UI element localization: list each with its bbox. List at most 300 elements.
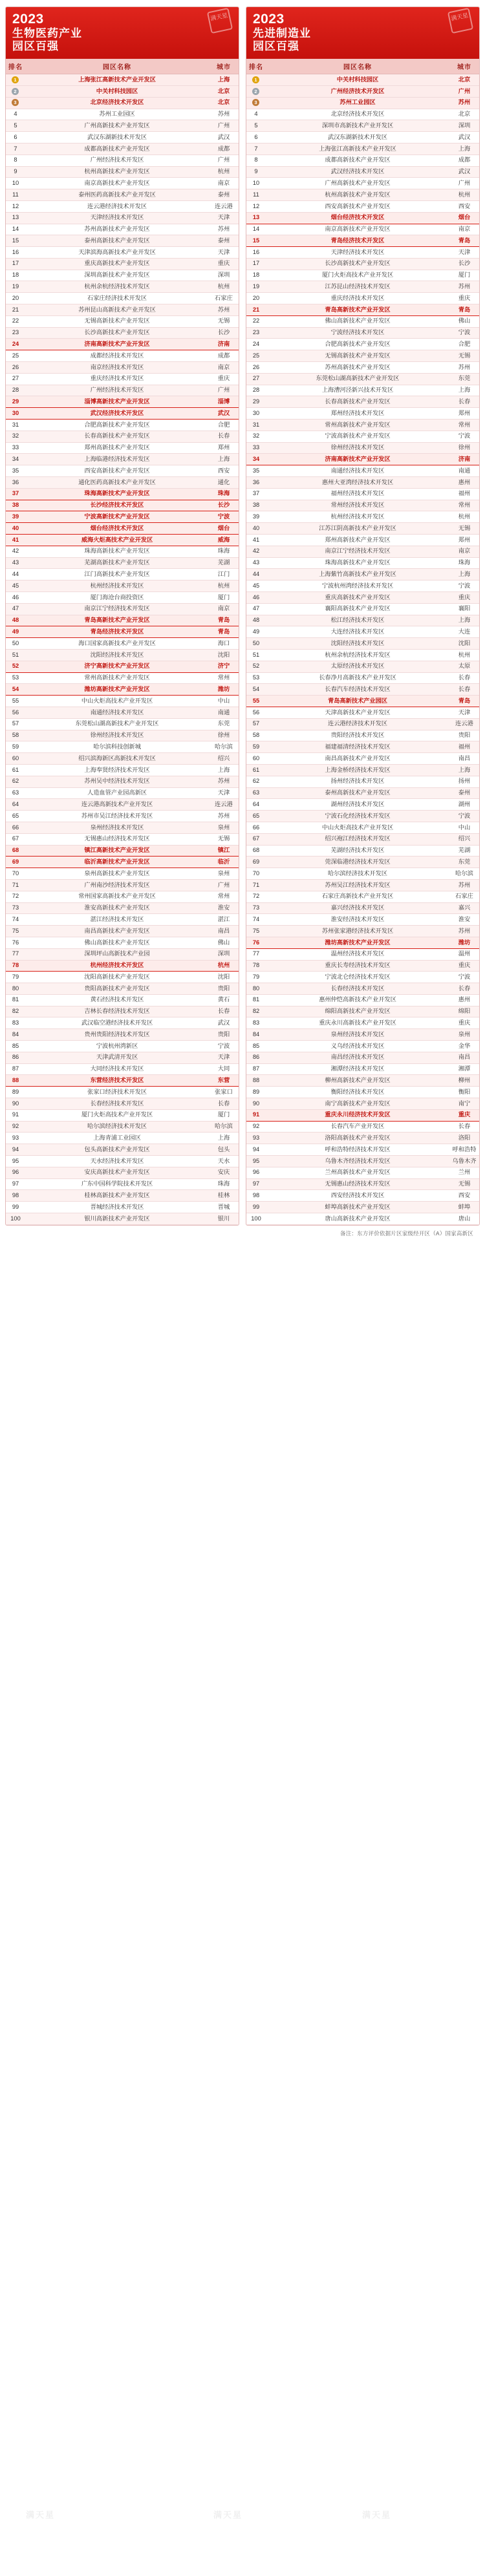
cell-rank: 72	[6, 891, 25, 902]
cell-park-name: 西安高新技术产业开发区	[266, 200, 449, 212]
cell-rank: 100	[246, 1213, 266, 1225]
table-row	[246, 373, 479, 385]
cell-park-name: 衡阳经济技术开发区	[266, 1087, 449, 1098]
table-row	[6, 154, 239, 166]
cell-city: 绍兴	[209, 753, 239, 765]
cell-city: 无锡	[209, 833, 239, 845]
cell-rank: 14	[246, 224, 266, 235]
cell-city: 青岛	[209, 626, 239, 638]
cell-city: 宁波	[449, 431, 479, 442]
table-row	[246, 247, 479, 259]
cell-park-name: 宁波杭州湾经济技术开发区	[266, 580, 449, 592]
cell-rank: 91	[246, 1109, 266, 1121]
cell-rank: 65	[246, 811, 266, 822]
cell-city: 淄博	[209, 396, 239, 408]
cell-rank: 23	[6, 327, 25, 339]
cell-rank: 64	[6, 799, 25, 811]
cell-rank: 48	[246, 615, 266, 626]
col-header-rank: 排名	[6, 59, 25, 74]
cell-park-name: 广州高新技术产业开发区	[266, 178, 449, 189]
table-row	[6, 1098, 239, 1110]
cell-rank: 90	[6, 1098, 25, 1110]
cell-city: 成都	[449, 154, 479, 166]
cell-city: 中山	[209, 696, 239, 707]
cell-city: 天津	[449, 247, 479, 259]
cell-park-name: 潍坊高新技术产业开发区	[25, 684, 209, 696]
cell-rank: 41	[246, 535, 266, 546]
medal-icon: 1	[12, 76, 19, 83]
cell-rank: 37	[246, 488, 266, 500]
cell-park-name: 南京经济技术开发区	[25, 362, 209, 374]
cell-rank: 42	[246, 546, 266, 557]
cell-park-name: 嘉兴经济技术开发区	[266, 902, 449, 914]
cell-park-name: 深圳市高新技术产业开发区	[266, 120, 449, 132]
cell-rank: 37	[6, 488, 25, 500]
cell-city: 哈尔滨	[449, 868, 479, 880]
cell-rank: 6	[6, 132, 25, 144]
table-row	[6, 408, 239, 420]
table-row	[6, 373, 239, 385]
cell-park-name: 长春经济技术开发区	[25, 1098, 209, 1110]
cell-rank: 93	[246, 1133, 266, 1144]
cell-rank: 75	[6, 926, 25, 937]
cell-city: 哈尔滨	[209, 1121, 239, 1133]
cell-park-name: 青岛经济技术开发区	[266, 235, 449, 247]
cell-park-name: 合肥高新技术产业开发区	[25, 420, 209, 431]
cell-city: 威海	[209, 535, 239, 546]
cell-city: 重庆	[449, 960, 479, 972]
cell-city: 广州	[209, 154, 239, 166]
cell-park-name: 广州经济技术开发区	[25, 154, 209, 166]
table-row	[246, 1202, 479, 1213]
cell-city: 苏州	[209, 304, 239, 316]
cell-rank: 8	[246, 154, 266, 166]
table-row	[6, 937, 239, 948]
stamp-icon: 满天星	[205, 10, 235, 39]
cell-park-name: 哈尔滨经济技术开发区	[25, 1121, 209, 1133]
cell-city: 苏州	[209, 811, 239, 822]
cell-city: 深圳	[449, 120, 479, 132]
cell-city: 无锡	[449, 1178, 479, 1190]
cell-city: 广州	[209, 120, 239, 132]
cell-park-name: 海口国家高新技术产业开发区	[25, 638, 209, 650]
table-row	[246, 569, 479, 580]
table-row	[246, 258, 479, 270]
cell-rank: 15	[246, 235, 266, 247]
medal-icon: 3	[12, 99, 19, 106]
cell-park-name: 湘潭经济技术开发区	[266, 1063, 449, 1075]
watermark: 满天星	[26, 2510, 56, 2520]
table-row	[246, 787, 479, 799]
table-row	[6, 926, 239, 937]
cell-park-name: 上海漕河泾新兴技术开发区	[266, 385, 449, 396]
table-row	[246, 454, 479, 465]
table-row	[246, 684, 479, 696]
cell-rank: 34	[6, 454, 25, 465]
cell-city: 镇江	[209, 845, 239, 857]
cell-city: 郑州	[449, 408, 479, 420]
table-row	[246, 350, 479, 362]
cell-city: 天津	[449, 707, 479, 718]
cell-rank: 6	[246, 132, 266, 144]
table-row	[246, 649, 479, 661]
cell-park-name: 江苏昆山经济技术开发区	[266, 281, 449, 293]
table-row	[6, 592, 239, 604]
cell-city: 广州	[449, 178, 479, 189]
table-row	[246, 315, 479, 327]
footnote: 备注：东方评价依据片区家级经开区（A）国家高新区	[340, 1229, 473, 1237]
cell-city: 大连	[449, 626, 479, 638]
cell-park-name: 济南高新技术产业开发区	[25, 339, 209, 350]
cell-rank: 63	[6, 787, 25, 799]
table-row	[246, 200, 479, 212]
cell-city: 长春	[449, 983, 479, 995]
cell-rank: 87	[6, 1063, 25, 1075]
cell-city: 湖州	[449, 799, 479, 811]
cell-park-name: 柳州高新技术产业开发区	[266, 1075, 449, 1087]
cell-city: 杭州	[209, 281, 239, 293]
cell-city: 北京	[449, 74, 479, 86]
cell-rank: 14	[6, 224, 25, 235]
ranking-table-biomedicine	[6, 59, 239, 1225]
cell-city: 贵阳	[209, 1029, 239, 1041]
cell-park-name: 银川高新技术产业开发区	[25, 1213, 209, 1225]
cell-rank: 64	[246, 799, 266, 811]
table-row	[6, 477, 239, 489]
cell-city: 成都	[209, 143, 239, 154]
cell-park-name: 青岛高新技术产业开发区	[266, 304, 449, 316]
table-row	[246, 535, 479, 546]
table-row	[6, 339, 239, 350]
table-row	[6, 511, 239, 523]
cell-rank: 16	[6, 247, 25, 259]
cell-city: 上海	[449, 764, 479, 776]
cell-rank: 54	[246, 684, 266, 696]
watermark: 满天星	[213, 2510, 243, 2520]
table-row	[246, 926, 479, 937]
table-row	[6, 891, 239, 902]
cell-rank: 40	[6, 523, 25, 535]
table-row	[6, 730, 239, 741]
cell-city: 厦门	[449, 270, 479, 281]
cell-city: 南宁	[449, 1098, 479, 1110]
cell-city: 潍坊	[449, 937, 479, 948]
cell-city: 郑州	[209, 442, 239, 454]
cell-park-name: 苏州高新技术产业开发区	[25, 224, 209, 235]
cell-city: 烟台	[449, 212, 479, 224]
table-row	[6, 1213, 239, 1225]
table-row	[6, 879, 239, 891]
cell-city: 徐州	[209, 730, 239, 741]
cell-park-name: 济宁高新技术产业开发区	[25, 661, 209, 672]
table-row	[246, 914, 479, 926]
cell-rank: 67	[246, 833, 266, 845]
cell-park-name: 烟台经济技术开发区	[266, 212, 449, 224]
table-row	[246, 868, 479, 880]
table-row	[246, 580, 479, 592]
cell-city: 临沂	[209, 857, 239, 868]
cell-rank: 26	[6, 362, 25, 374]
table-row	[6, 914, 239, 926]
table-row	[246, 212, 479, 224]
table-row	[246, 811, 479, 822]
watermark: 满天星	[362, 2510, 392, 2520]
cell-park-name: 上海张江高新技术产业开发区	[266, 143, 449, 154]
cell-rank: 29	[6, 396, 25, 408]
table-row	[6, 385, 239, 396]
cell-park-name: 镇江高新技术产业开发区	[25, 845, 209, 857]
table-row	[246, 1190, 479, 1202]
cell-rank: 31	[246, 420, 266, 431]
table-row	[246, 741, 479, 753]
cell-city: 长春	[209, 1098, 239, 1110]
cell-rank: 86	[246, 1052, 266, 1063]
cell-rank: 92	[246, 1121, 266, 1133]
cell-park-name: 徐州经济技术开发区	[25, 730, 209, 741]
cell-city: 南昌	[209, 926, 239, 937]
cell-park-name: 南昌高新技术产业开发区	[25, 926, 209, 937]
table-row	[6, 247, 239, 259]
table-row	[6, 1202, 239, 1213]
cell-park-name: 广州南沙经济技术开发区	[25, 879, 209, 891]
cell-rank: 11	[246, 189, 266, 201]
cell-city: 杭州	[449, 649, 479, 661]
cell-rank: 7	[6, 143, 25, 154]
cell-city: 福州	[449, 741, 479, 753]
cell-park-name: 常州高新技术产业开发区	[25, 672, 209, 684]
cell-city: 中山	[449, 822, 479, 833]
cell-rank: 9	[6, 166, 25, 178]
cell-park-name: 南通经济技术开发区	[266, 465, 449, 477]
table-row	[6, 97, 239, 109]
table-row	[6, 787, 239, 799]
cell-city: 呼和浩特	[449, 1144, 479, 1156]
cell-city: 淮安	[209, 902, 239, 914]
cell-city: 郑州	[449, 535, 479, 546]
cell-rank: 60	[6, 753, 25, 765]
col-header-rank: 排名	[246, 59, 266, 74]
table-row	[6, 1006, 239, 1017]
table-row	[6, 983, 239, 995]
cell-rank: 45	[246, 580, 266, 592]
cell-rank: 74	[6, 914, 25, 926]
table-row	[6, 1144, 239, 1156]
cell-park-name: 洛阳高新技术产业开发区	[266, 1133, 449, 1144]
cell-city: 南昌	[449, 1052, 479, 1063]
cell-park-name: 呼和浩特经济技术开发区	[266, 1144, 449, 1156]
table-row	[246, 1075, 479, 1087]
cell-park-name: 中关村科技园区	[266, 74, 449, 86]
ranking-table-manufacturing	[246, 59, 479, 1225]
table-row	[246, 477, 479, 489]
cell-park-name: 南通经济技术开发区	[25, 707, 209, 718]
table-row	[6, 327, 239, 339]
cell-rank: 80	[6, 983, 25, 995]
cell-city: 武汉	[209, 132, 239, 144]
cell-city: 上海	[449, 615, 479, 626]
cell-park-name: 重庆永川经济技术开发区	[266, 1109, 449, 1121]
cell-rank: 56	[6, 707, 25, 718]
header-year: 2023	[253, 12, 285, 27]
table-row	[6, 948, 239, 960]
cell-city: 长沙	[449, 258, 479, 270]
table-row	[6, 1041, 239, 1052]
table-row	[6, 1063, 239, 1075]
cell-rank: 91	[6, 1109, 25, 1121]
cell-rank: 50	[6, 638, 25, 650]
cell-city: 连云港	[209, 200, 239, 212]
cell-city: 乌鲁木齐	[449, 1156, 479, 1167]
table-row	[6, 120, 239, 132]
cell-park-name: 佛山高新技术产业开发区	[266, 315, 449, 327]
cell-rank: 43	[6, 557, 25, 569]
table-row	[6, 166, 239, 178]
table-row	[246, 937, 479, 948]
cell-park-name: 苏州工业园区	[25, 109, 209, 120]
table-row	[246, 546, 479, 557]
cell-rank: 79	[6, 972, 25, 983]
table-row	[6, 270, 239, 281]
cell-rank: 98	[246, 1190, 266, 1202]
cell-city: 长春	[449, 1121, 479, 1133]
cell-rank: 23	[246, 327, 266, 339]
cell-park-name: 杭州经济技术开发区	[25, 580, 209, 592]
cell-city: 天津	[209, 787, 239, 799]
table-row	[6, 845, 239, 857]
cell-park-name: 宁波杭州湾新区	[25, 1041, 209, 1052]
cell-park-name: 宁波石化经济技术开发区	[266, 811, 449, 822]
table-row	[6, 1156, 239, 1167]
cell-rank: 24	[6, 339, 25, 350]
cell-city: 佛山	[449, 315, 479, 327]
cell-park-name: 苏州高新技术产业开发区	[266, 362, 449, 374]
cell-rank	[246, 74, 266, 86]
table-row	[246, 1017, 479, 1029]
cell-city: 济南	[449, 454, 479, 465]
table-row	[6, 535, 239, 546]
cell-rank: 34	[246, 454, 266, 465]
table-row	[246, 235, 479, 247]
cell-park-name: 安庆高新技术产业开发区	[25, 1167, 209, 1178]
cell-city: 北京	[449, 109, 479, 120]
cell-rank: 94	[246, 1144, 266, 1156]
cell-city: 厦门	[209, 1109, 239, 1121]
cell-rank: 35	[6, 465, 25, 477]
cell-city: 张家口	[209, 1087, 239, 1098]
cell-park-name: 泰州高新技术产业开发区	[25, 235, 209, 247]
cell-city: 福州	[449, 488, 479, 500]
cell-park-name: 蚌埠高新技术产业开发区	[266, 1202, 449, 1213]
cell-rank: 66	[6, 822, 25, 833]
cell-park-name: 义乌经济技术开发区	[266, 1041, 449, 1052]
cell-rank: 5	[6, 120, 25, 132]
cell-city: 江门	[209, 569, 239, 580]
cell-rank: 74	[246, 914, 266, 926]
table-row	[6, 212, 239, 224]
cell-city: 银川	[209, 1213, 239, 1225]
table-row	[246, 730, 479, 741]
col-header-name: 园区名称	[266, 59, 449, 74]
cell-park-name: 徐州经济技术开发区	[266, 442, 449, 454]
table-row	[246, 339, 479, 350]
table-row	[6, 1178, 239, 1190]
cell-city: 东莞	[449, 373, 479, 385]
table-row	[6, 224, 239, 235]
cell-city: 杭州	[209, 960, 239, 972]
table-row	[246, 270, 479, 281]
cell-park-name: 无锡惠山经济技术开发区	[266, 1178, 449, 1190]
cell-city: 泉州	[449, 1029, 479, 1041]
cell-park-name: 中山火炬高技术产业开发区	[266, 822, 449, 833]
cell-park-name: 泰州医药高新技术产业开发区	[25, 189, 209, 201]
cell-park-name: 武汉经济技术开发区	[266, 166, 449, 178]
cell-park-name: 重庆经济技术开发区	[266, 293, 449, 304]
cell-park-name: 常州高新技术产业开发区	[266, 420, 449, 431]
table-row	[246, 1156, 479, 1167]
cell-city: 连云港	[449, 718, 479, 730]
cell-city: 宁波	[209, 511, 239, 523]
cell-city: 绍兴	[449, 833, 479, 845]
cell-park-name: 无锡惠山经济技术开发区	[25, 833, 209, 845]
table-row	[6, 672, 239, 684]
cell-park-name: 芜湖高新技术产业开发区	[25, 557, 209, 569]
cell-city: 南京	[209, 362, 239, 374]
medal-icon: 1	[252, 76, 259, 83]
cell-city: 洛阳	[449, 1133, 479, 1144]
cell-park-name: 长春汽车经济技术开发区	[266, 684, 449, 696]
table-row	[246, 1041, 479, 1052]
cell-city: 重庆	[449, 1109, 479, 1121]
cell-city: 重庆	[449, 592, 479, 604]
cell-city: 惠州	[449, 477, 479, 489]
table-row	[6, 258, 239, 270]
table-row	[246, 902, 479, 914]
cell-park-name: 郑州高新技术产业开发区	[25, 442, 209, 454]
table-row	[246, 1006, 479, 1017]
cell-city: 南昌	[449, 753, 479, 765]
table-row	[6, 569, 239, 580]
table-row	[6, 396, 239, 408]
table-body	[246, 74, 479, 1225]
table-row	[6, 822, 239, 833]
table-row	[246, 1121, 479, 1133]
cell-park-name: 黄石经济技术开发区	[25, 994, 209, 1006]
cell-city: 天津	[209, 1052, 239, 1063]
cell-rank: 79	[246, 972, 266, 983]
cell-rank: 88	[246, 1075, 266, 1087]
table-row	[246, 293, 479, 304]
cell-park-name: 吉林长春经济技术开发区	[25, 1006, 209, 1017]
cell-rank: 30	[6, 408, 25, 420]
cell-park-name: 广州高新技术产业开发区	[25, 120, 209, 132]
cell-rank: 97	[6, 1178, 25, 1190]
cell-park-name: 泉州经济技术开发区	[266, 1029, 449, 1041]
cell-city: 沈阳	[449, 638, 479, 650]
cell-city: 蚌埠	[449, 1202, 479, 1213]
cell-park-name: 武汉临空港经济技术开发区	[25, 1017, 209, 1029]
cell-park-name: 长春汽车产业开发区	[266, 1121, 449, 1133]
cell-park-name: 常州经济技术开发区	[266, 500, 449, 511]
cell-city: 天津	[209, 212, 239, 224]
cell-rank: 57	[6, 718, 25, 730]
cell-park-name: 上海金桥经济技术开发区	[266, 764, 449, 776]
cell-city: 重庆	[449, 1017, 479, 1029]
cell-city: 黄石	[209, 994, 239, 1006]
header-title-line1: 生物医药产业	[12, 27, 82, 40]
cell-park-name: 天津滨海高新技术产业开发区	[25, 247, 209, 259]
cell-rank: 69	[246, 857, 266, 868]
cell-park-name: 江苏江阴高新技术产业开发区	[266, 523, 449, 535]
